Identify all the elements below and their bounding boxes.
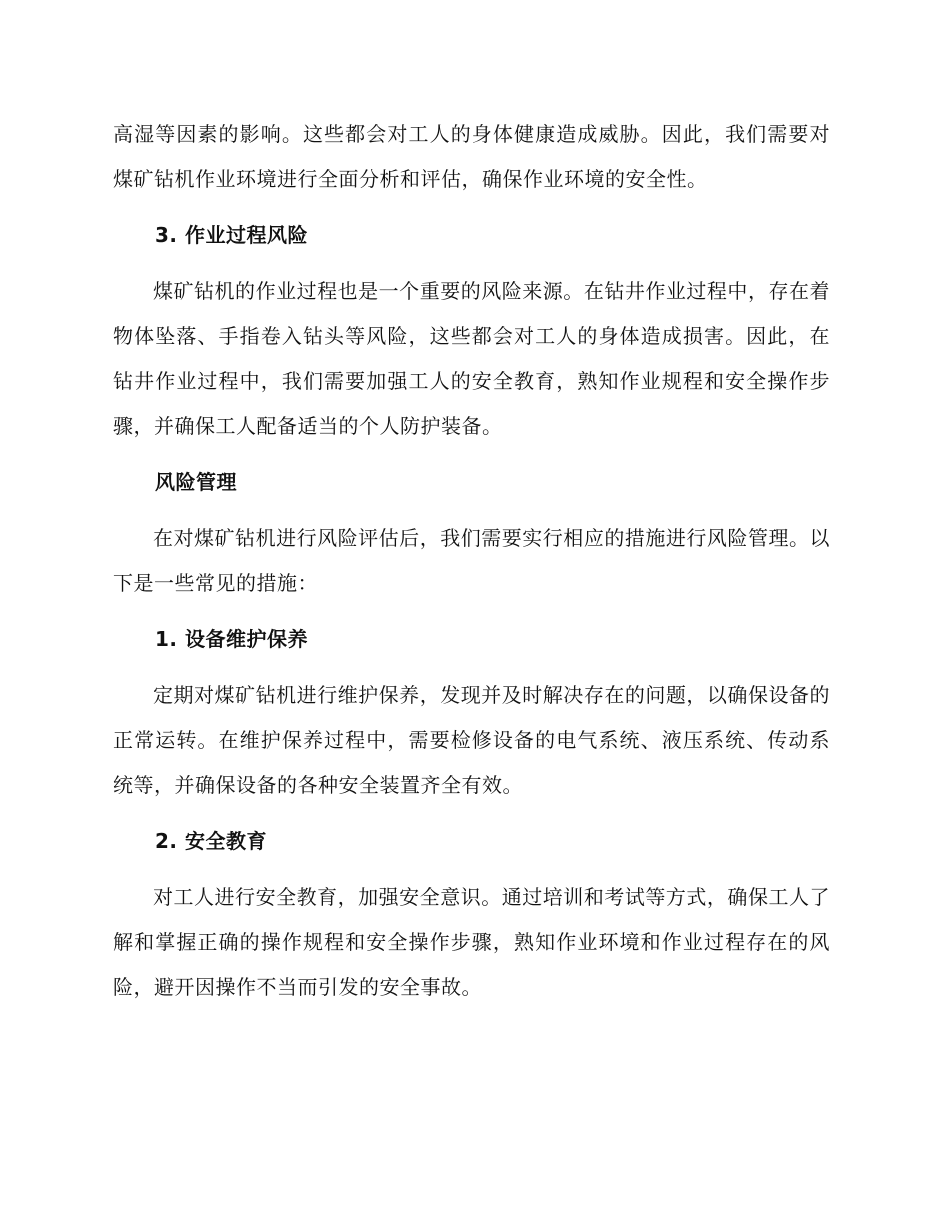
- paragraph-safety-education: 对工人进行安全教育，加强安全意识。通过培训和考试等方式，确保工人了解和掌握正确的操作规程和安全操作步骤，熟知作业环境和作业过程存在的风险，避开因操作不当而引发的安全事故。: [113, 885, 830, 999]
- heading-risk-management: 风险管理: [155, 470, 237, 494]
- paragraph-risk-management-intro: 在对煤矿钻机进行风险评估后，我们需要实行相应的措施进行风险管理。以下是一些常见的措施：: [113, 526, 830, 595]
- paragraph-work-environment-continued: 高湿等因素的影响。这些都会对工人的身体健康造成威胁。因此，我们需要对煤矿钻机作业环境进行全面分析和评估，确保作业环境的安全性。: [113, 122, 830, 191]
- paragraph-equipment-maintenance: 定期对煤矿钻机进行维护保养，发现并及时解决存在的问题，以确保设备的正常运转。在维护保养过程中，需要检修设备的电气系统、液压系统、传动系统等，并确保设备的各种安全装置齐全有效。: [113, 683, 830, 797]
- heading-safety-education: 2. 安全教育: [155, 829, 267, 853]
- paragraph-work-process-risk: 煤矿钻机的作业过程也是一个重要的风险来源。在钻井作业过程中，存在着物体坠落、手指卷入钻头等风险，这些都会对工人的身体造成损害。因此，在钻井作业过程中，我们需要加强工人的安全教育，熟知作业规程和安全操作步骤，并确保工人配备适当的个人防护装备。: [113, 279, 830, 438]
- heading-equipment-maintenance: 1. 设备维护保养: [155, 627, 308, 651]
- heading-work-process-risk: 3. 作业过程风险: [155, 223, 308, 247]
